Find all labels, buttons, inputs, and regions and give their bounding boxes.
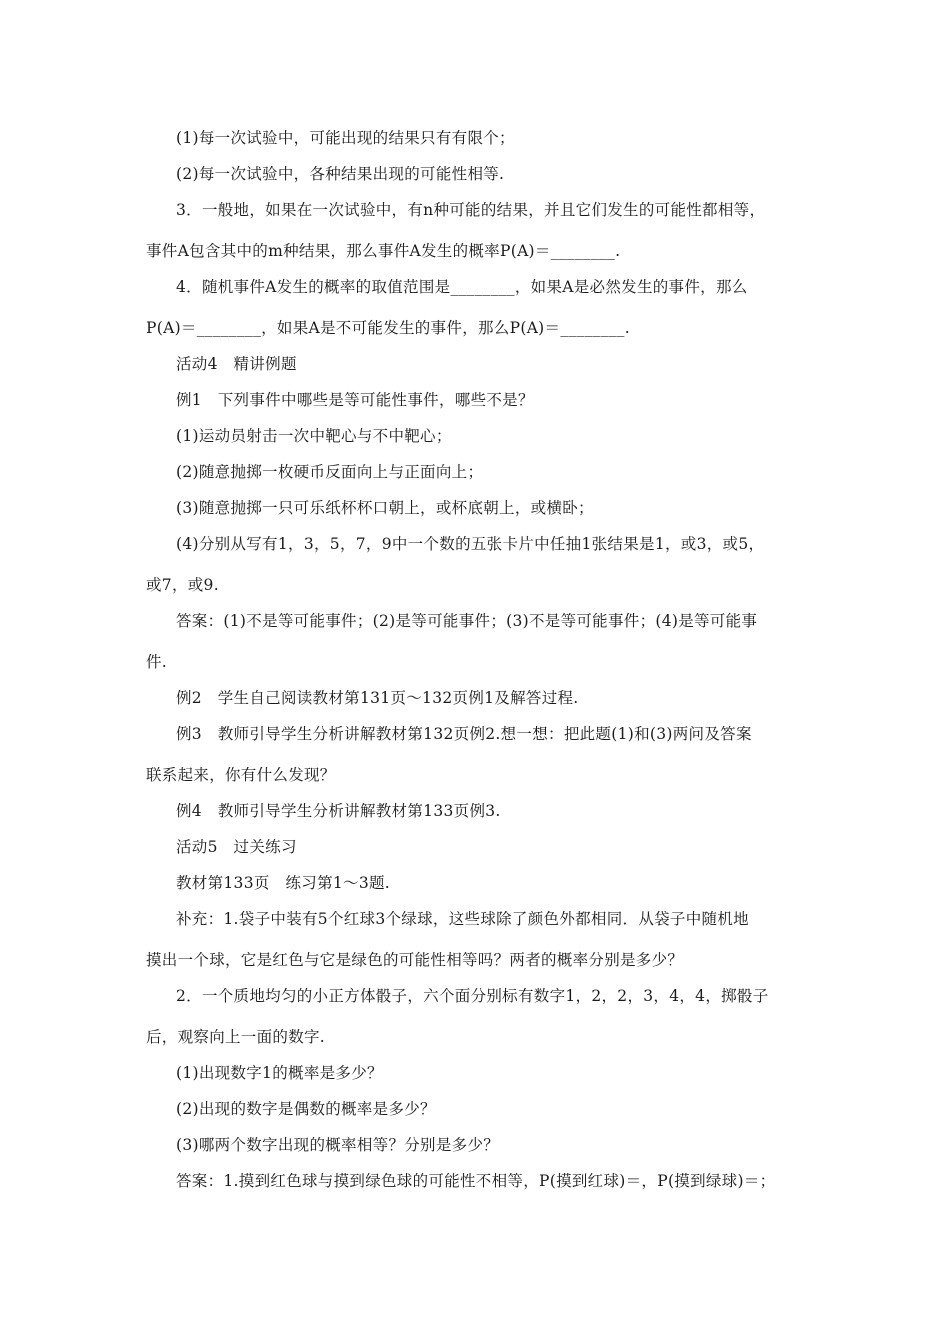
section-heading: 活动4 精讲例题 — [176, 355, 297, 373]
text-line: (1)出现数字1的概率是多少？ — [176, 1064, 383, 1082]
text-line: P(A)＝________，如果A是不可能发生的事件，那么P(A)＝________. — [146, 319, 630, 337]
example-heading: 例1 下列事件中哪些是等可能性事件，哪些不是？ — [176, 391, 534, 409]
text-line: (2)出现的数字是偶数的概率是多少？ — [176, 1100, 436, 1118]
text-line: 事件A包含其中的m种结果，那么事件A发生的概率P(A)＝________. — [146, 242, 621, 260]
text-line: 联系起来，你有什么发现？ — [146, 766, 336, 784]
text-line: (4)分别从写有1，3，5，7，9中一个数的五张卡片中任抽1张结果是1，或3，或5， — [176, 535, 765, 553]
text-line: 摸出一个球，它是红色与它是绿色的可能性相等吗？两者的概率分别是多少？ — [146, 951, 684, 969]
section-heading: 活动5 过关练习 — [176, 838, 297, 856]
text-line: 补充：1.袋子中装有5个红球3个绿球，这些球除了颜色外都相同．从袋子中随机地 — [176, 910, 749, 928]
text-line: 件. — [146, 653, 168, 671]
text-line: 或7，或9. — [146, 576, 219, 594]
text-line: (1)运动员射击一次中靶心与不中靶心； — [176, 427, 452, 445]
text-line: (2)随意抛掷一枚硬币反面向上与正面向上； — [176, 463, 484, 481]
example-heading: 例2 学生自己阅读教材第131页～132页例1及解答过程. — [176, 689, 579, 707]
text-line: (2)每一次试验中，各种结果出现的可能性相等. — [176, 165, 505, 183]
text-line: 3．一般地，如果在一次试验中，有n种可能的结果，并且它们发生的可能性都相等， — [176, 201, 766, 219]
text-line: 2．一个质地均匀的小正方体骰子，六个面分别标有数字1，2，2，3，4，4，掷骰子 — [176, 987, 769, 1005]
example-heading: 例4 教师引导学生分析讲解教材第133页例3. — [176, 802, 501, 820]
text-line: (1)每一次试验中，可能出现的结果只有有限个； — [176, 129, 515, 147]
text-line: 后，观察向上一面的数字. — [146, 1028, 326, 1046]
text-line: (3)哪两个数字出现的概率相等？分别是多少？ — [176, 1136, 500, 1154]
answer-line: 答案：(1)不是等可能事件；(2)是等可能事件；(3)不是等可能事件；(4)是等可能事 — [176, 612, 758, 630]
answer-line: 答案：1.摸到红色球与摸到绿色球的可能性不相等，P(摸到红球)＝，P(摸到绿球)＝； — [176, 1172, 776, 1190]
text-line: 4．随机事件A发生的概率的取值范围是________，如果A是必然发生的事件，那么 — [176, 278, 748, 296]
text-line: (3)随意抛掷一只可乐纸杯杯口朝上，或杯底朝上，或横卧； — [176, 499, 594, 517]
example-heading: 例3 教师引导学生分析讲解教材第132页例2.想一想：把此题(1)和(3)两问及答案 — [176, 725, 752, 743]
text-line: 教材第133页 练习第1～3题. — [176, 874, 391, 892]
